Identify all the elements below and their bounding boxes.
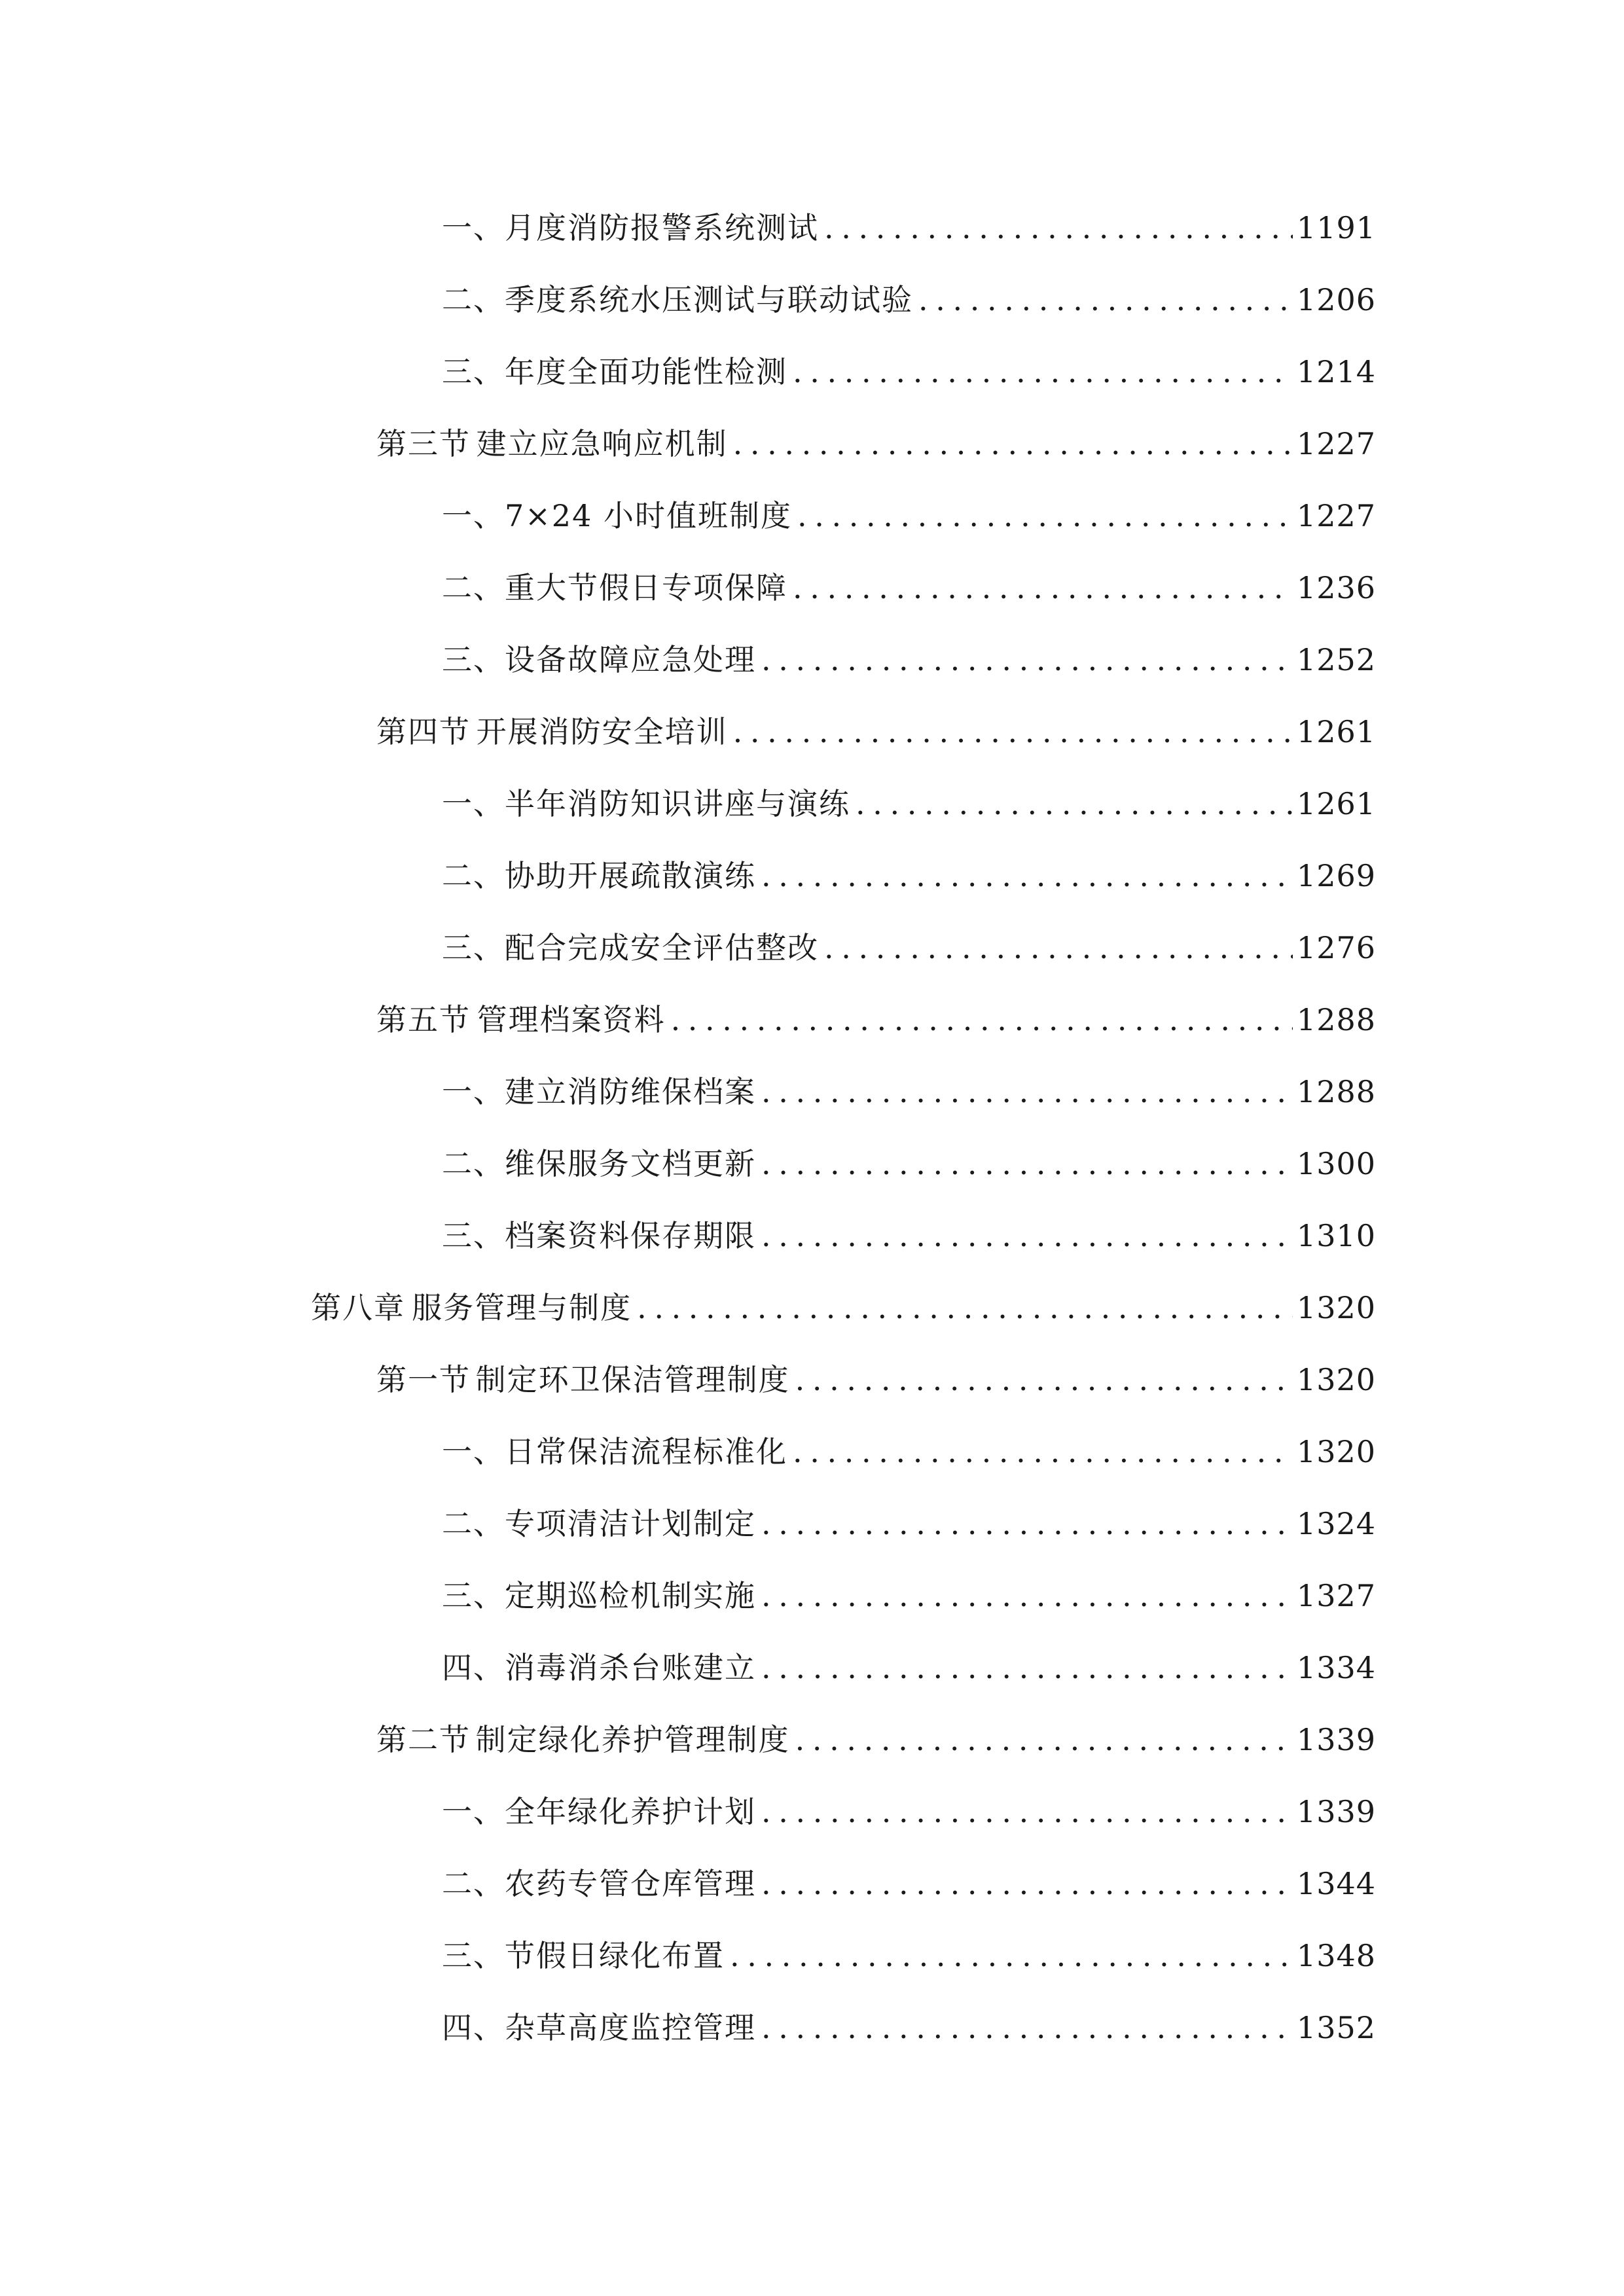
toc-entry-title: 农药专管仓库管理 xyxy=(505,1866,756,1901)
toc-dot-leader xyxy=(793,568,1293,607)
toc-entry-title: 月度消防报警系统测试 xyxy=(505,210,819,245)
toc-entry-title: 节假日绿化布置 xyxy=(505,1938,725,1973)
toc-page-number: 1236 xyxy=(1296,570,1376,605)
toc-entry-title: 半年消防知识讲座与演练 xyxy=(505,786,850,821)
toc-entry[interactable] xyxy=(442,1648,1376,1687)
toc-entry-marker: 二、 xyxy=(442,1146,505,1181)
toc-entry[interactable] xyxy=(442,1072,1376,1111)
toc-entry-title: 日常保洁流程标准化 xyxy=(505,1434,787,1469)
toc-page-number: 1214 xyxy=(1296,354,1376,389)
toc-entry[interactable] xyxy=(442,640,1376,679)
toc-dot-leader xyxy=(795,1360,1293,1399)
toc-entry-marker: 一、 xyxy=(442,1074,505,1109)
toc-entry-title: 设备故障应急处理 xyxy=(505,642,756,677)
toc-entry[interactable] xyxy=(376,712,1376,751)
toc-dot-leader xyxy=(761,1504,1293,1543)
toc-dot-leader xyxy=(793,352,1293,391)
toc-entry[interactable] xyxy=(442,928,1376,967)
toc-entry[interactable] xyxy=(311,1288,1376,1327)
toc-page-number: 1339 xyxy=(1296,1722,1376,1757)
toc-entry-title: 重大节假日专项保障 xyxy=(505,570,787,605)
toc-entry-marker: 一、 xyxy=(442,210,505,245)
toc-entry-title: 配合完成安全评估整改 xyxy=(505,930,819,965)
toc-dot-leader xyxy=(795,1720,1293,1759)
toc-entry[interactable] xyxy=(376,1720,1376,1759)
toc-page-number: 1339 xyxy=(1296,1794,1376,1829)
toc-page-number: 1252 xyxy=(1296,642,1376,677)
toc-entry-marker: 二、 xyxy=(442,1866,505,1901)
toc-dot-leader xyxy=(824,928,1293,967)
toc-entry-title: 杂草高度监控管理 xyxy=(505,2010,756,2045)
toc-entry-marker: 第五节 xyxy=(376,1002,471,1037)
toc-dot-leader xyxy=(761,856,1293,895)
toc-entry-marker: 一、 xyxy=(442,1434,505,1469)
toc-dot-leader xyxy=(918,280,1293,319)
toc-entry[interactable] xyxy=(442,568,1376,607)
toc-entry-marker: 第八章 xyxy=(311,1290,405,1325)
toc-entry[interactable] xyxy=(442,784,1376,823)
toc-dot-leader xyxy=(730,1936,1293,1975)
toc-dot-leader xyxy=(761,1792,1293,1831)
toc-entry-marker: 三、 xyxy=(442,1938,505,1973)
toc-dot-leader xyxy=(797,496,1293,535)
toc-entry-marker: 二、 xyxy=(442,570,505,605)
toc-entry[interactable] xyxy=(442,1432,1376,1471)
toc-entry[interactable] xyxy=(376,1000,1376,1039)
toc-entry[interactable] xyxy=(442,1792,1376,1831)
toc-page-number: 1352 xyxy=(1296,2010,1376,2045)
toc-entry-marker: 二、 xyxy=(442,282,505,317)
toc-entry[interactable] xyxy=(442,1864,1376,1903)
toc-dot-leader xyxy=(733,424,1293,463)
toc-entry[interactable] xyxy=(442,496,1376,535)
toc-entry-title: 制定绿化养护管理制度 xyxy=(475,1722,790,1757)
toc-entry-marker: 四、 xyxy=(442,2010,505,2045)
toc-page-number: 1334 xyxy=(1296,1650,1376,1685)
toc-entry-title: 管理档案资料 xyxy=(477,1002,666,1037)
toc-entry-title: 定期巡检机制实施 xyxy=(505,1578,756,1613)
toc-entry-marker: 第三节 xyxy=(376,426,471,461)
toc-page-number: 1327 xyxy=(1296,1578,1376,1613)
toc-page-number: 1300 xyxy=(1296,1146,1376,1181)
toc-entry-marker: 第一节 xyxy=(376,1362,471,1397)
toc-dot-leader xyxy=(761,640,1293,679)
toc-entry[interactable] xyxy=(442,352,1376,391)
toc-entry-title: 服务管理与制度 xyxy=(412,1290,632,1325)
toc-dot-leader xyxy=(793,1432,1293,1471)
toc-entry-title: 开展消防安全培训 xyxy=(476,714,728,749)
toc-entry-title: 全年绿化养护计划 xyxy=(505,1794,756,1829)
toc-entry[interactable] xyxy=(376,1360,1376,1399)
toc-entry-title: 专项清洁计划制定 xyxy=(505,1506,756,1541)
toc-entry-marker: 一、 xyxy=(442,1794,505,1829)
toc-entry-marker: 二、 xyxy=(442,1506,505,1541)
toc-page-number: 1344 xyxy=(1296,1866,1376,1901)
toc-entry-marker: 四、 xyxy=(442,1650,505,1685)
toc-page-number: 1324 xyxy=(1296,1506,1376,1541)
toc-entry[interactable] xyxy=(442,208,1376,247)
toc-entry-title: 建立应急响应机制 xyxy=(476,426,728,461)
toc-entry[interactable] xyxy=(376,424,1376,463)
toc-dot-leader xyxy=(761,1216,1293,1255)
toc-dot-leader xyxy=(637,1288,1293,1327)
toc-entry-marker: 第四节 xyxy=(376,714,471,749)
toc-dot-leader xyxy=(856,784,1293,823)
toc-entry-marker: 三、 xyxy=(442,930,505,965)
toc-page-number: 1227 xyxy=(1296,498,1376,533)
toc-dot-leader xyxy=(761,1864,1293,1903)
toc-entry-title: 制定环卫保洁管理制度 xyxy=(475,1362,790,1397)
toc-entry-title: 建立消防维保档案 xyxy=(505,1074,756,1109)
toc-dot-leader xyxy=(761,1144,1293,1183)
toc-entry-title: 协助开展疏散演练 xyxy=(505,858,756,893)
toc-page-number: 1320 xyxy=(1296,1434,1376,1469)
toc-entry-title: 档案资料保存期限 xyxy=(505,1218,756,1253)
toc-page-number: 1269 xyxy=(1296,858,1376,893)
toc-entry-title: 消毒消杀台账建立 xyxy=(505,1650,756,1685)
toc-entry[interactable] xyxy=(442,1216,1376,1255)
toc-page-number: 1227 xyxy=(1296,426,1376,461)
toc-page-number: 1320 xyxy=(1296,1362,1376,1397)
toc-dot-leader xyxy=(761,2008,1293,2047)
toc-page-number: 1320 xyxy=(1296,1290,1376,1325)
toc-entry-marker: 三、 xyxy=(442,354,505,389)
toc-entry[interactable] xyxy=(442,1576,1376,1615)
toc-entry[interactable] xyxy=(442,1936,1376,1975)
toc-page-number: 1288 xyxy=(1296,1002,1376,1037)
toc-entry-marker: 二、 xyxy=(442,858,505,893)
toc-entry-marker: 一、 xyxy=(442,498,505,533)
toc-entry-title: 季度系统水压测试与联动试验 xyxy=(505,282,913,317)
toc-page-number: 1288 xyxy=(1296,1074,1376,1109)
toc-entry-marker: 一、 xyxy=(442,786,505,821)
toc-page-number: 1206 xyxy=(1296,282,1376,317)
toc-dot-leader xyxy=(761,1648,1293,1687)
toc-dot-leader xyxy=(761,1576,1293,1615)
toc-page-number: 1261 xyxy=(1296,714,1376,749)
toc-page-number: 1261 xyxy=(1296,786,1376,821)
toc-entry-marker: 三、 xyxy=(442,1218,505,1253)
toc-page-number: 1348 xyxy=(1296,1938,1376,1973)
toc-page-number: 1276 xyxy=(1296,930,1376,965)
toc-entry[interactable] xyxy=(442,2008,1376,2047)
toc-entry-title: 7×24 小时值班制度 xyxy=(505,498,792,533)
toc-page-number: 1310 xyxy=(1296,1218,1376,1253)
toc-entry[interactable] xyxy=(442,856,1376,895)
toc-dot-leader xyxy=(824,208,1293,247)
toc-entry-marker: 三、 xyxy=(442,1578,505,1613)
toc-dot-leader xyxy=(733,712,1293,751)
toc-page-number: 1191 xyxy=(1296,210,1376,245)
toc-dot-leader xyxy=(761,1072,1293,1111)
toc-entry-title: 维保服务文档更新 xyxy=(505,1146,756,1181)
toc-entry-title: 年度全面功能性检测 xyxy=(505,354,787,389)
toc-dot-leader xyxy=(671,1000,1293,1039)
toc-entry-marker: 第二节 xyxy=(376,1722,471,1757)
toc-entry[interactable] xyxy=(442,1144,1376,1183)
toc-entry[interactable] xyxy=(442,1504,1376,1543)
toc-entry-marker: 三、 xyxy=(442,642,505,677)
toc-entry[interactable] xyxy=(442,280,1376,319)
